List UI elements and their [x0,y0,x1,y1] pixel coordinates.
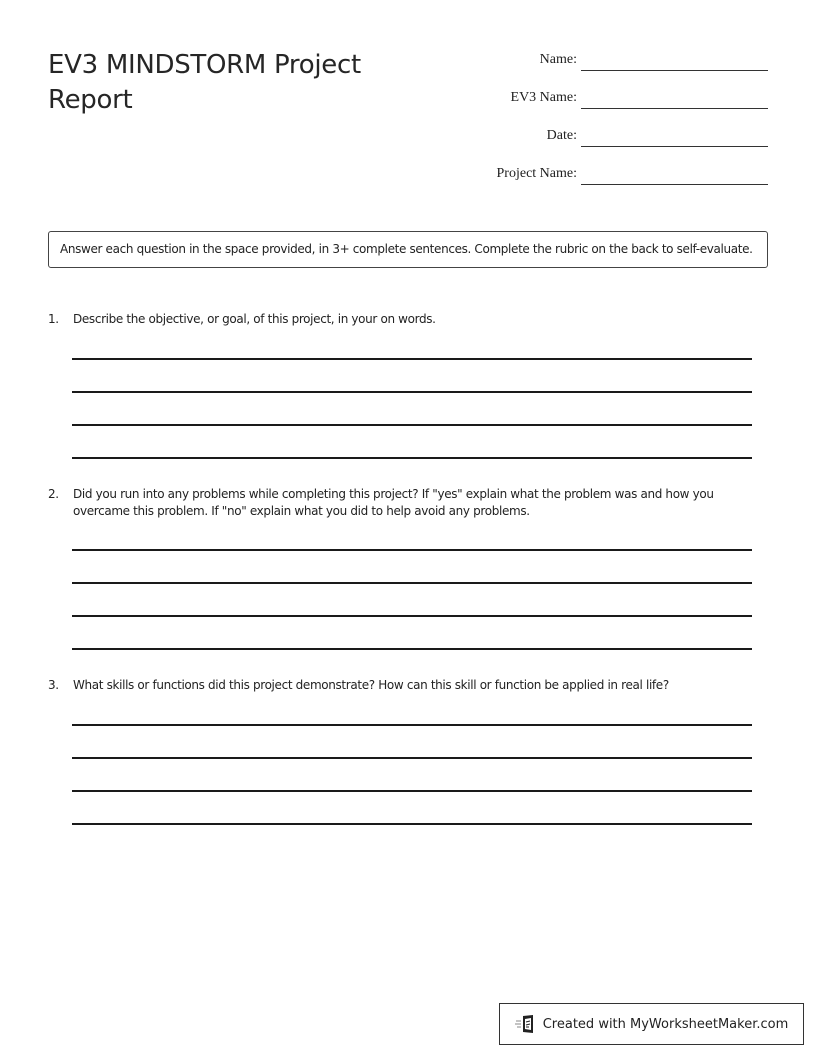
question-text: What skills or functions did this project demonstrate? How can this skill or function be applied in real life? [73,678,669,692]
worksheet-maker-logo-icon [515,1013,537,1035]
project-name-label: Project Name: [496,166,577,181]
question-1 [48,311,758,328]
question-text: Describe the objective, or goal, of this project, in your on words. [73,312,436,326]
created-with-badge[interactable] [499,1003,804,1045]
answer-line[interactable] [72,648,752,650]
answer-line[interactable] [72,582,752,584]
answer-line[interactable] [72,391,752,393]
footer-text: Created with MyWorksheetMaker.com [542,1016,789,1032]
question-text: Did you run into any problems while completing this project? If "yes" explain what the problem was and how you overcame this problem. If "no" explain what you did to help avoid any problems. [73,487,714,518]
answer-line[interactable] [72,358,752,360]
answer-line[interactable] [72,823,752,825]
student-info-fields [470,50,768,202]
answer-line[interactable] [72,757,752,759]
date-input-line[interactable] [581,146,768,147]
question-number: 2. [48,487,59,501]
answer-line[interactable] [72,790,752,792]
question-2 [48,486,758,520]
name-input-line[interactable] [581,70,768,71]
date-field[interactable] [470,126,768,164]
question-number: 1. [48,312,59,326]
question-3 [48,677,758,694]
answer-line[interactable] [72,457,752,459]
answer-line[interactable] [72,724,752,726]
project-name-input-line[interactable] [581,184,768,185]
ev3-name-field[interactable] [470,88,768,126]
answer-line[interactable] [72,615,752,617]
project-name-field[interactable] [470,164,768,202]
date-label: Date: [546,128,577,143]
question-number: 3. [48,678,59,692]
name-field[interactable] [470,50,768,88]
instructions-box: Answer each question in the space provided, in 3+ complete sentences. Complete the rubric on the back to self-evaluate. [48,231,768,268]
answer-line[interactable] [72,424,752,426]
ev3-name-input-line[interactable] [581,108,768,109]
name-label: Name: [539,52,577,67]
ev3-name-label: EV3 Name: [510,90,577,105]
answer-line[interactable] [72,549,752,551]
page-title: EV3 MINDSTORM Project Report [48,50,361,115]
